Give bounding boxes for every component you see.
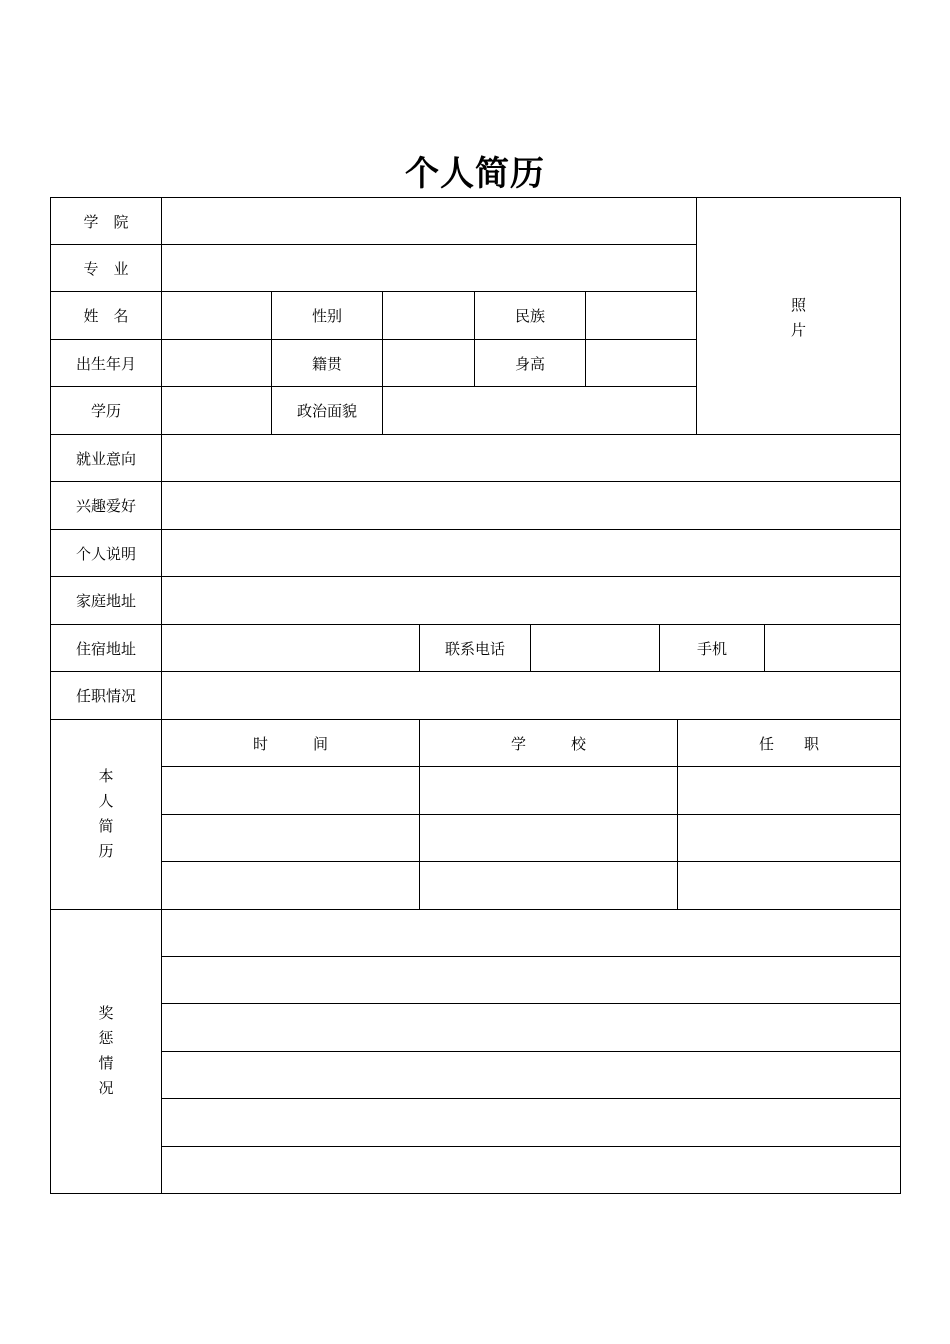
label-education: 学历 <box>90 402 121 420</box>
label-personal-statement: 个人说明 <box>75 544 136 563</box>
table-border-right <box>900 197 901 1194</box>
awards-char-3: 情 <box>98 1054 114 1072</box>
label-major: 专 业 <box>83 259 129 278</box>
table-border-bottom <box>50 1193 901 1194</box>
field-mobile[interactable] <box>765 625 900 671</box>
field-college[interactable] <box>162 198 696 244</box>
label-birth: 出生年月 <box>75 354 136 373</box>
label-gender: 性别 <box>311 307 342 325</box>
resume-cell[interactable] <box>678 767 900 814</box>
resume-col-time: 时 间 <box>252 734 328 753</box>
field-education[interactable] <box>162 387 271 434</box>
resume-cell[interactable] <box>420 815 677 861</box>
field-positions[interactable] <box>162 672 900 719</box>
awards-line[interactable] <box>162 1099 900 1146</box>
label-awards <box>51 1001 161 1101</box>
field-home-address[interactable] <box>162 577 900 624</box>
label-mobile: 手机 <box>696 639 727 658</box>
label-dorm-address: 住宿地址 <box>75 639 136 658</box>
label-positions: 任职情况 <box>75 687 136 705</box>
label-political: 政治面貌 <box>296 402 357 420</box>
field-political[interactable] <box>383 387 696 434</box>
resume-cell[interactable] <box>420 862 677 909</box>
photo-box[interactable] <box>697 288 900 348</box>
field-name[interactable] <box>162 292 271 339</box>
field-ethnicity[interactable] <box>586 292 696 339</box>
awards-char-2: 惩 <box>98 1029 114 1047</box>
field-native-place[interactable] <box>383 340 474 386</box>
resume-cell[interactable] <box>678 815 900 861</box>
awards-line[interactable] <box>162 1004 900 1051</box>
resume-col-position: 任 职 <box>758 734 819 753</box>
field-phone[interactable] <box>531 625 659 671</box>
page-title: 个人简历 <box>405 154 545 194</box>
resume-char-1: 本 <box>98 767 114 785</box>
field-job-intention[interactable] <box>162 435 900 481</box>
label-name: 姓 名 <box>83 307 129 325</box>
photo-label-1: 照 <box>790 296 806 314</box>
label-height: 身高 <box>514 354 545 373</box>
label-home-address: 家庭地址 <box>75 592 136 610</box>
resume-cell[interactable] <box>420 767 677 814</box>
awards-line[interactable] <box>162 910 900 956</box>
resume-col-school: 学 校 <box>510 734 586 753</box>
label-native-place: 籍贯 <box>311 354 342 373</box>
resume-cell[interactable] <box>678 862 900 909</box>
awards-char-4: 况 <box>98 1079 114 1097</box>
field-gender[interactable] <box>383 292 474 339</box>
field-hobbies[interactable] <box>162 482 900 529</box>
awards-line[interactable] <box>162 957 900 1003</box>
field-major[interactable] <box>162 245 696 291</box>
label-resume <box>51 764 161 864</box>
label-job-intention: 就业意向 <box>75 449 136 468</box>
field-dorm-address[interactable] <box>162 625 419 671</box>
label-phone: 联系电话 <box>444 639 505 658</box>
label-college: 学 院 <box>83 212 129 231</box>
resume-char-2: 人 <box>98 792 114 810</box>
resume-cell[interactable] <box>162 862 419 909</box>
resume-cell[interactable] <box>162 815 419 861</box>
label-hobbies: 兴趣爱好 <box>75 497 136 515</box>
awards-line[interactable] <box>162 1052 900 1098</box>
resume-char-4: 历 <box>98 842 114 860</box>
field-height[interactable] <box>586 340 696 386</box>
field-personal-statement[interactable] <box>162 530 900 576</box>
resume-cell[interactable] <box>162 767 419 814</box>
awards-char-1: 奖 <box>98 1004 114 1022</box>
awards-line[interactable] <box>162 1147 900 1193</box>
field-birth[interactable] <box>162 340 271 386</box>
label-ethnicity: 民族 <box>514 307 545 325</box>
photo-label-2: 片 <box>790 321 806 339</box>
resume-char-3: 简 <box>98 817 114 835</box>
